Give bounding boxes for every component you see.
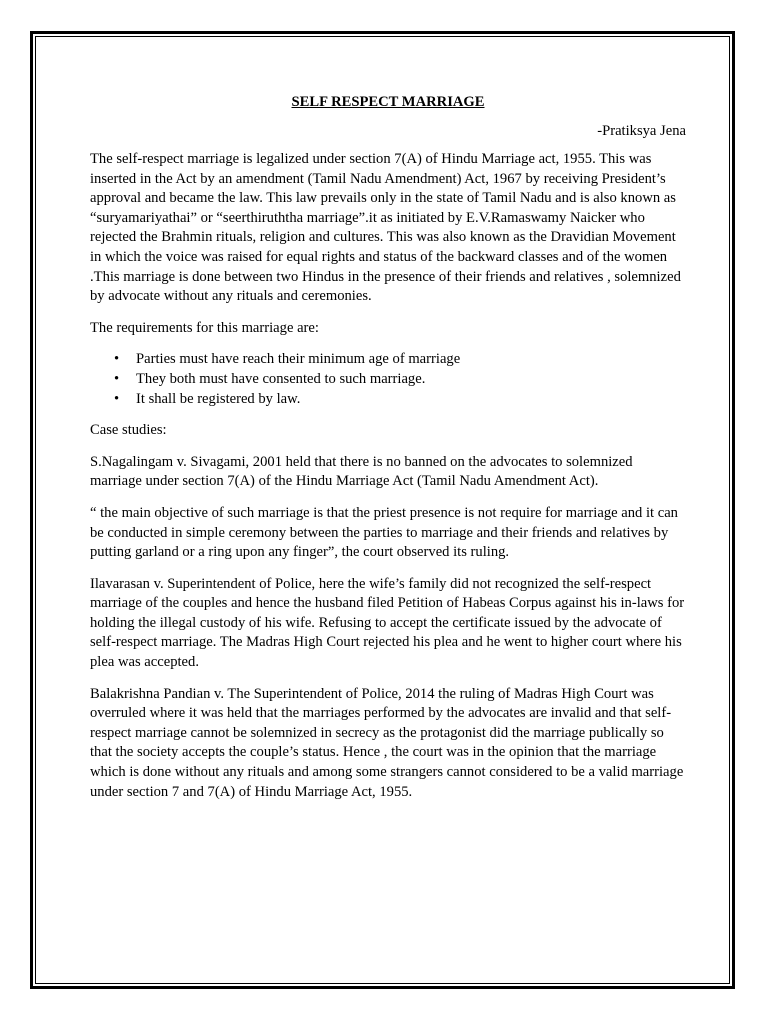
author-line: -Pratiksya Jena [597,123,686,139]
case-study-balakrishna: Balakrishna Pandian v. The Superintendent of Police, 2014 the ruling of Madras High Court was overruled where it was held that the marriages performed by the advocates are invalid and that self-respect marriage cannot be solemnized in secrecy as the protagonist did the marriage publically so that the society accepts the couple’s status. Hence , the court was in the opinion that the marriage which is done without any rituals and among some strangers cannot considered to be a valid marriage under section 7 and 7(A) of Hindu Marriage Act, 1955. [90,685,684,800]
bullet-icon: • [114,351,120,368]
requirements-list [90,350,686,409]
requirement-text: It shall be registered by law. [136,390,301,407]
document-title: SELF RESPECT MARRIAGE [291,94,485,110]
intro-paragraph: The self-respect marriage is legalized under section 7(A) of Hindu Marriage act, 1955. This was inserted in the Act by an amendment (Tamil Nadu Amendment) Act, 1967 by receiving President’s approval and became the law. This law prevails only in the state of Tamil Nadu and is also known as “suryamariyathai” or “seerthiruththa marriage”.it as initiated by E.V.Ramaswamy Naicker who rejected the Brahmin rituals, religion and cultures. This was also known as the Dravidian Movement in which the voice was raised for equal rights and status of the backward classes and of the women .This marriage is done between two Hindus in the presence of their friends and relatives , solemnized by advocate without any rituals and ceremonies. [90,151,681,305]
bullet-icon: • [114,390,120,407]
requirement-text: They both must have consented to such marriage. [136,370,426,387]
case-study-nagalingam: S.Nagalingam v. Sivagami, 2001 held that there is no banned on the advocates to solemnized marriage under section 7(A) of the Hindu Marriage Act (Tamil Nadu Amendment Act). [90,453,633,490]
case-study-ilavarasan: Ilavarasan v. Superintendent of Police, here the wife’s family did not recognized the self-respect marriage of the couples and hence the husband filed Petition of Habeas Corpus against his in-laws for holding the illegal custody of his wife. Refusing to accept the certificate issued by the advocate of self-respect marriage. The Madras High Court rejected his plea and he went to higher court where his plea was accepted. [90,575,685,671]
document-body [90,93,686,802]
requirements-heading: The requirements for this marriage are: [90,319,319,336]
case-studies-heading: Case studies: [90,422,167,439]
requirement-text: Parties must have reach their minimum age of marriage [136,351,461,368]
list-item [90,390,686,410]
list-item [90,370,686,390]
list-item [90,350,686,370]
bullet-icon: • [114,370,120,387]
court-quote: “ the main objective of such marriage is that the priest presence is not require for marriage and it can be conducted in simple ceremony between the parties to marriage and their friends and relatives by putting garland or a ring upon any finger”, the court observed its ruling. [90,504,678,561]
